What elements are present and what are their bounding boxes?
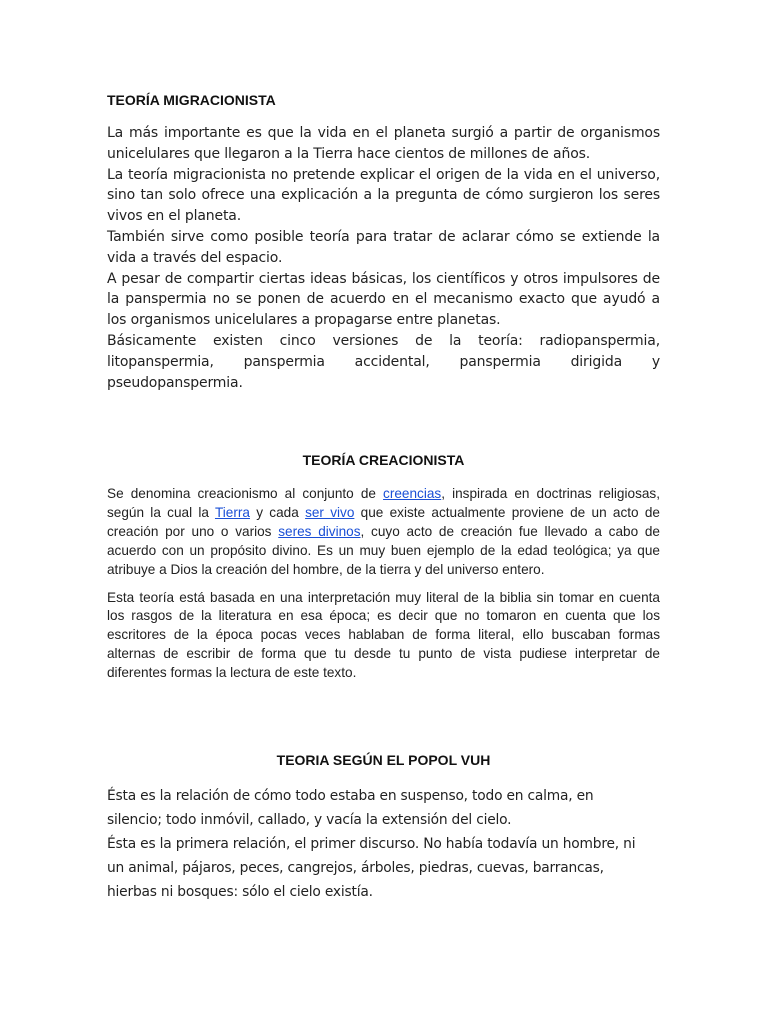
link-ser-vivo[interactable]: ser vivo — [305, 504, 355, 520]
link-seres-divinos[interactable]: seres divinos — [278, 523, 361, 539]
paragraph: La más importante es que la vida en el planeta surgió a partir de organismos unicelulares que llegaron a la Tierra hace cientos de millones de años. — [107, 125, 660, 162]
link-tierra[interactable]: Tierra — [214, 504, 250, 520]
text-run: que existe actualmente proviene de un acto de creación por uno o varios — [107, 504, 660, 539]
section-title-popol-vuh: TEORIA SEGÚN EL POPOL VUH — [276, 752, 491, 768]
section-popol-vuh — [107, 784, 647, 904]
paragraph: Básicamente existen cinco versiones de la teoría: radiopanspermia, litopanspermia, panspermia accidental, panspermia dirigida y pseudopanspermia. — [107, 332, 660, 391]
paragraph: A pesar de compartir ciertas ideas básicas, los científicos y otros impulsores de la panspermia no se ponen de acuerdo en el mecanismo exacto que ayudó a los organismos unicelulares a propagarse entre planetas. — [107, 270, 660, 329]
section-migracionista — [107, 123, 660, 393]
paragraph-creacionismo-definition — [107, 485, 660, 580]
text-run: y cada — [249, 504, 306, 520]
section-creacionista — [107, 485, 660, 692]
link-creencias[interactable]: creencias — [383, 486, 442, 501]
text-run: , inspirada en doctrinas religiosas, según la cual la — [107, 486, 661, 520]
paragraph: Ésta es la relación de cómo todo estaba en suspenso, todo en calma, en silencio; todo inmóvil, callado, y vacía la extensión del cielo. — [107, 788, 594, 828]
paragraph: La teoría migracionista no pretende explicar el origen de la vida en el universo, sino tan solo ofrece una explicación a la pregunta de cómo surgieron los seres vivos en el planeta. — [107, 166, 660, 225]
section-title-creacionista: TEORÍA CREACIONISTA — [302, 452, 465, 468]
text-run: Se denomina creacionismo al conjunto de — [107, 486, 384, 501]
text-run: , cuyo acto de creación fue llevado a cabo de acuerdo con un propósito divino. Es un muy buen ejemplo de la edad teológica; ya que atribuye a Dios la creación del hombre, de la tierra y del universo entero. — [107, 523, 660, 577]
paragraph: Ésta es la primera relación, el primer discurso. No había todavía un hombre, ni un animal, pájaros, peces, cangrejos, árboles, piedras, cuevas, barrancas, hierbas ni bosques: sólo el cielo existía. — [107, 836, 636, 900]
paragraph: Esta teoría está basada en una interpretación muy literal de la biblia sin tomar en cuenta los rasgos de la literatura en esa época; es decir que no tomaron en cuenta que los escritores de la época pocas veces hablaban de forma literal, ello buscaban formas alternas de escribir de forma que tu desde tu punto de vista pudiese interpretar de diferentes formas la lectura de este texto. — [107, 589, 660, 681]
section-title-migracionista: TEORÍA MIGRACIONISTA — [107, 92, 276, 108]
paragraph: También sirve como posible teoría para tratar de aclarar cómo se extiende la vida a través del espacio. — [107, 228, 660, 266]
